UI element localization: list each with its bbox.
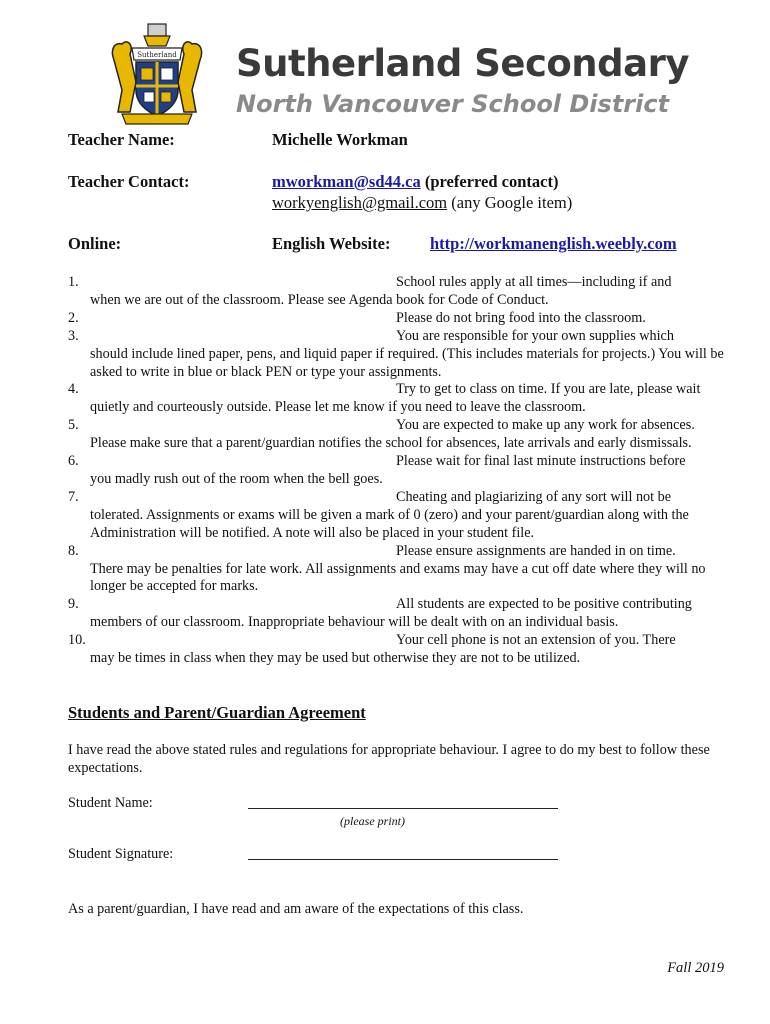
rule-number: 8.	[68, 542, 79, 559]
rule-number: 3.	[68, 327, 79, 344]
rule-item	[68, 489, 728, 543]
teacher-contact-label: Teacher Contact:	[68, 172, 190, 191]
student-name-line[interactable]	[248, 808, 558, 809]
teacher-contact-secondary	[272, 193, 572, 213]
rule-number: 5.	[68, 417, 79, 434]
online-label: Online:	[68, 234, 122, 253]
rule-text-first: Please do not bring food into the classroom.	[396, 309, 646, 326]
please-print-note: (please print)	[340, 814, 405, 828]
rule-text-first: You are expected to make up any work for absences.	[396, 417, 695, 434]
teacher-name-value: Michelle Workman	[272, 130, 408, 149]
rule-number: 2.	[68, 309, 79, 326]
rule-text-first: Cheating and plagiarizing of any sort will not be	[396, 488, 672, 505]
rule-number: 4.	[68, 381, 79, 398]
secondary-email[interactable]: workyenglish@gmail.com	[272, 193, 448, 212]
rule-text-rest: when we are out of the classroom. Please see Agenda book for Code of Conduct.	[90, 291, 549, 308]
rule-number: 6.	[68, 453, 79, 470]
rule-number: 1.	[68, 274, 79, 290]
rule-text-first: You are responsible for your own supplies which	[396, 327, 674, 344]
rule-item	[68, 632, 728, 668]
teacher-name-label: Teacher Name:	[68, 130, 175, 149]
class-rules-list	[68, 274, 728, 668]
student-signature-label: Student Signature:	[68, 846, 174, 862]
rule-text-first: Your cell phone is not an extension of you. There	[396, 632, 676, 649]
website-link[interactable]: http://workmanenglish.weebly.com	[430, 234, 677, 253]
rule-text-rest: tolerated. Assignments or exams will be given a mark of 0 (zero) and your parent/guardian along with the Administration will be notified. A note will also be placed in your student file.	[90, 506, 689, 541]
agreement-title: Students and Parent/Guardian Agreement	[68, 703, 366, 722]
teacher-contact-primary	[272, 172, 558, 192]
rule-text-first: Please wait for final last minute instructions before	[396, 453, 686, 470]
rule-text-rest: members of our classroom. Inappropriate behaviour will be dealt with on an individual basis.	[90, 614, 619, 631]
rule-item	[68, 381, 728, 417]
school-district: North Vancouver School District	[236, 90, 670, 118]
rule-number: 7.	[68, 488, 79, 505]
secondary-email-note: (any Google item)	[447, 193, 573, 212]
rule-item	[68, 453, 728, 489]
rule-text-rest: you madly rush out of the room when the bell goes.	[90, 470, 383, 487]
rule-text-rest: quietly and courteously outside. Please let me know if you need to leave the classroom.	[90, 399, 586, 416]
rule-item	[68, 596, 728, 632]
agreement-statement: I have read the above stated rules and regulations for appropriate behaviour. I agree to do my best to follow these expectations.	[68, 742, 710, 776]
footer-date: Fall 2019	[667, 960, 724, 976]
primary-email-link[interactable]: mworkman@sd44.ca	[272, 172, 421, 191]
school-name: Sutherland Secondary	[236, 42, 689, 85]
website-label: English Website:	[272, 234, 391, 253]
rule-number: 10.	[68, 632, 86, 649]
rule-number: 9.	[68, 596, 79, 613]
rule-text-first: Try to get to class on time. If you are late, please wait	[396, 381, 701, 398]
rule-item	[68, 328, 728, 382]
rule-item	[68, 417, 728, 453]
rule-text-first: All students are expected to be positive contributing	[396, 596, 692, 613]
rule-item	[68, 274, 728, 310]
student-name-label: Student Name:	[68, 795, 153, 811]
rule-text-first: School rules apply at all times—including if and	[396, 274, 672, 290]
rule-item	[68, 543, 728, 597]
student-signature-line[interactable]	[248, 859, 558, 860]
rule-text-rest: should include lined paper, pens, and liquid paper if required. (This includes materials for projects.) You will be asked to write in blue or black PEN or type your assignments.	[90, 345, 724, 380]
school-crest-icon	[108, 20, 206, 128]
rule-text-first: Please ensure assignments are handed in on time.	[396, 542, 676, 559]
primary-email-note: (preferred contact)	[420, 172, 559, 191]
svg-text:Sutherland: Sutherland	[137, 51, 177, 59]
rule-item	[68, 310, 728, 328]
parent-statement: As a parent/guardian, I have read and am aware of the expectations of this class.	[68, 901, 524, 917]
rule-text-rest: There may be penalties for late work. All assignments and exams may have a cut off date where they will no longer be accepted for marks.	[90, 560, 706, 595]
header	[108, 20, 689, 130]
rule-text-rest: Please make sure that a parent/guardian notifies the school for absences, late arrivals and early dismissals.	[90, 435, 692, 452]
rule-text-rest: may be times in class when they may be used but otherwise they are not to be utilized.	[90, 650, 581, 667]
